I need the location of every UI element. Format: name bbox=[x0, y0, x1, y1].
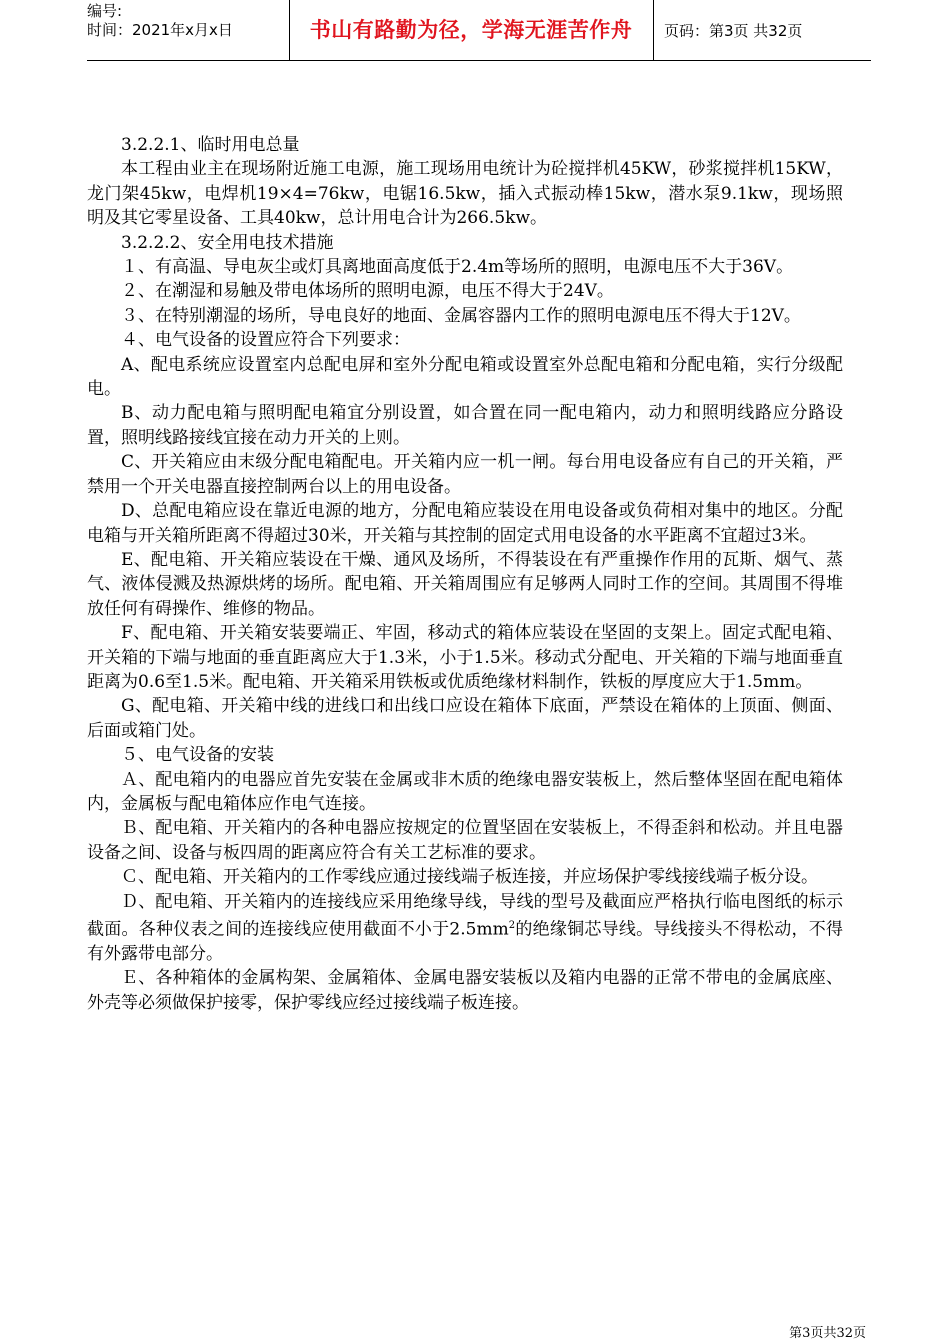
paragraph: 本工程由业主在现场附近施工电源，施工现场用电统计为砼搅拌机45KW，砂浆搅拌机15KW，龙门架45kw，电焊机19×4=76kw，电锯16.5kw，插入式振动棒15kw，潜水泵9.1kw，现场照明及其它零星设备、工具40kw，总计用电合计为266.5kw。 bbox=[87, 159, 843, 229]
list-item: B、动力配电箱与照明配电箱宜分别设置，如合置在同一配电箱内，动力和照明线路应分路设置，照明线路接线宜接在动力开关的上则。 bbox=[87, 403, 843, 448]
list-item: Ｅ、各种箱体的金属构架、金属箱体、金属电器安装板以及箱内电器的正常不带电的金属底座、外壳等必须做保护接零，保护零线应经过接线端子板连接。 bbox=[87, 968, 843, 1013]
list-item: ５、电气设备的安装 bbox=[121, 745, 274, 766]
list-item: A、配电系统应设置室内总配电屏和室外分配电箱或设置室外总配电箱和分配电箱，实行分级配电。 bbox=[87, 354, 843, 400]
list-item: D、总配电箱应设在靠近电源的地方，分配电箱应装设在用电设备或负荷相对集中的地区。分配电箱与开关箱所距离不得超过30米，开关箱与其控制的固定式用电设备的水平距离不宜超过3米。 bbox=[87, 501, 843, 546]
list-item: ３、在特别潮湿的场所，导电良好的地面、金属容器内工作的照明电源电压不得大于12V。 bbox=[121, 305, 801, 326]
header-number-label: 编号: bbox=[87, 2, 123, 20]
paragraph-d-text: Ｄ、配电箱、开关箱内的连接线应采用绝缘导线，导线的型号及截面应严格执行临电图纸的标示截面。各种仪表之间的连接线应使用截面不小于2.5mm bbox=[87, 891, 843, 940]
header-motto: 书山有路勤为径，学海无涯苦作舟 bbox=[309, 18, 633, 42]
list-item: ４、电气设备的设置应符合下列要求： bbox=[121, 330, 410, 351]
list-item: Ａ、配电箱内的电器应首先安装在金属或非木质的绝缘电器安装板上，然后整体坚固在配电箱体内，金属板与配电箱体应作电气连接。 bbox=[87, 769, 843, 814]
page-header bbox=[87, 0, 871, 61]
list-item: Ｂ、配电箱、开关箱内的各种电器应按规定的位置坚固在安装板上，不得歪斜和松动。并且电器设备之间、设备与板四周的距离应符合有关工艺标准的要求。 bbox=[87, 818, 843, 863]
list-item bbox=[87, 890, 843, 967]
list-item: G、配电箱、开关箱中线的进线口和出线口应设在箱体下底面，严禁设在箱体的上顶面、侧面、后面或箱门处。 bbox=[87, 696, 843, 741]
list-item: F、配电箱、开关箱安装要端正、牢固，移动式的箱体应装设在坚固的支架上。固定式配电箱、开关箱的下端与地面的垂直距离应大于1.3米，小于1.5米。移动式分配电、开关箱的下端与地面垂直距离为0.6至1.5米。配电箱、开关箱采用铁板或优质绝缘材料制作，铁板的厚度应大于1.5mm。 bbox=[87, 623, 843, 692]
list-item: Ｃ、配电箱、开关箱内的工作零线应通过接线端子板连接，并应场保护零线接线端子板分设。 bbox=[121, 867, 818, 888]
list-item: ２、在潮湿和易触及带电体场所的照明电源，电压不得大于24V。 bbox=[121, 281, 614, 302]
list-item: １、有高温、导电灰尘或灯具离地面高度低于2.4m等场所的照明，电源电压不大于36V。 bbox=[121, 257, 794, 278]
document-body bbox=[87, 133, 843, 1015]
superscript: 2 bbox=[508, 920, 516, 931]
list-item: C、开关箱应由末级分配电箱配电。开关箱内应一机一闸。每台用电设备应有自己的开关箱，严禁用一个开关电器直接控制两台以上的用电设备。 bbox=[87, 452, 843, 497]
paragraph-d-text-end: 的绝缘铜芯导线。导线接头不得松动，不得有外露带电部分。 bbox=[87, 919, 844, 965]
header-page-number: 页码：第3页 共32页 bbox=[664, 22, 803, 40]
section-heading: 3.2.2.2、安全用电技术措施 bbox=[121, 232, 334, 253]
header-time-label: 时间：2021年x月x日 bbox=[87, 21, 233, 39]
header-divider bbox=[653, 0, 654, 60]
header-meta bbox=[87, 2, 287, 40]
list-item: E、配电箱、开关箱应装设在干燥、通风及场所，不得装设在有严重操作作用的瓦斯、烟气、蒸气、液体侵溅及热源烘烤的场所。配电箱、开关箱周围应有足够两人同时工作的空间。其周围不得堆放任何有碍操作、维修的物品。 bbox=[87, 549, 843, 619]
page-footer: 第3页共32页 bbox=[789, 1326, 866, 1341]
section-heading: 3.2.2.1、临时用电总量 bbox=[121, 135, 300, 155]
